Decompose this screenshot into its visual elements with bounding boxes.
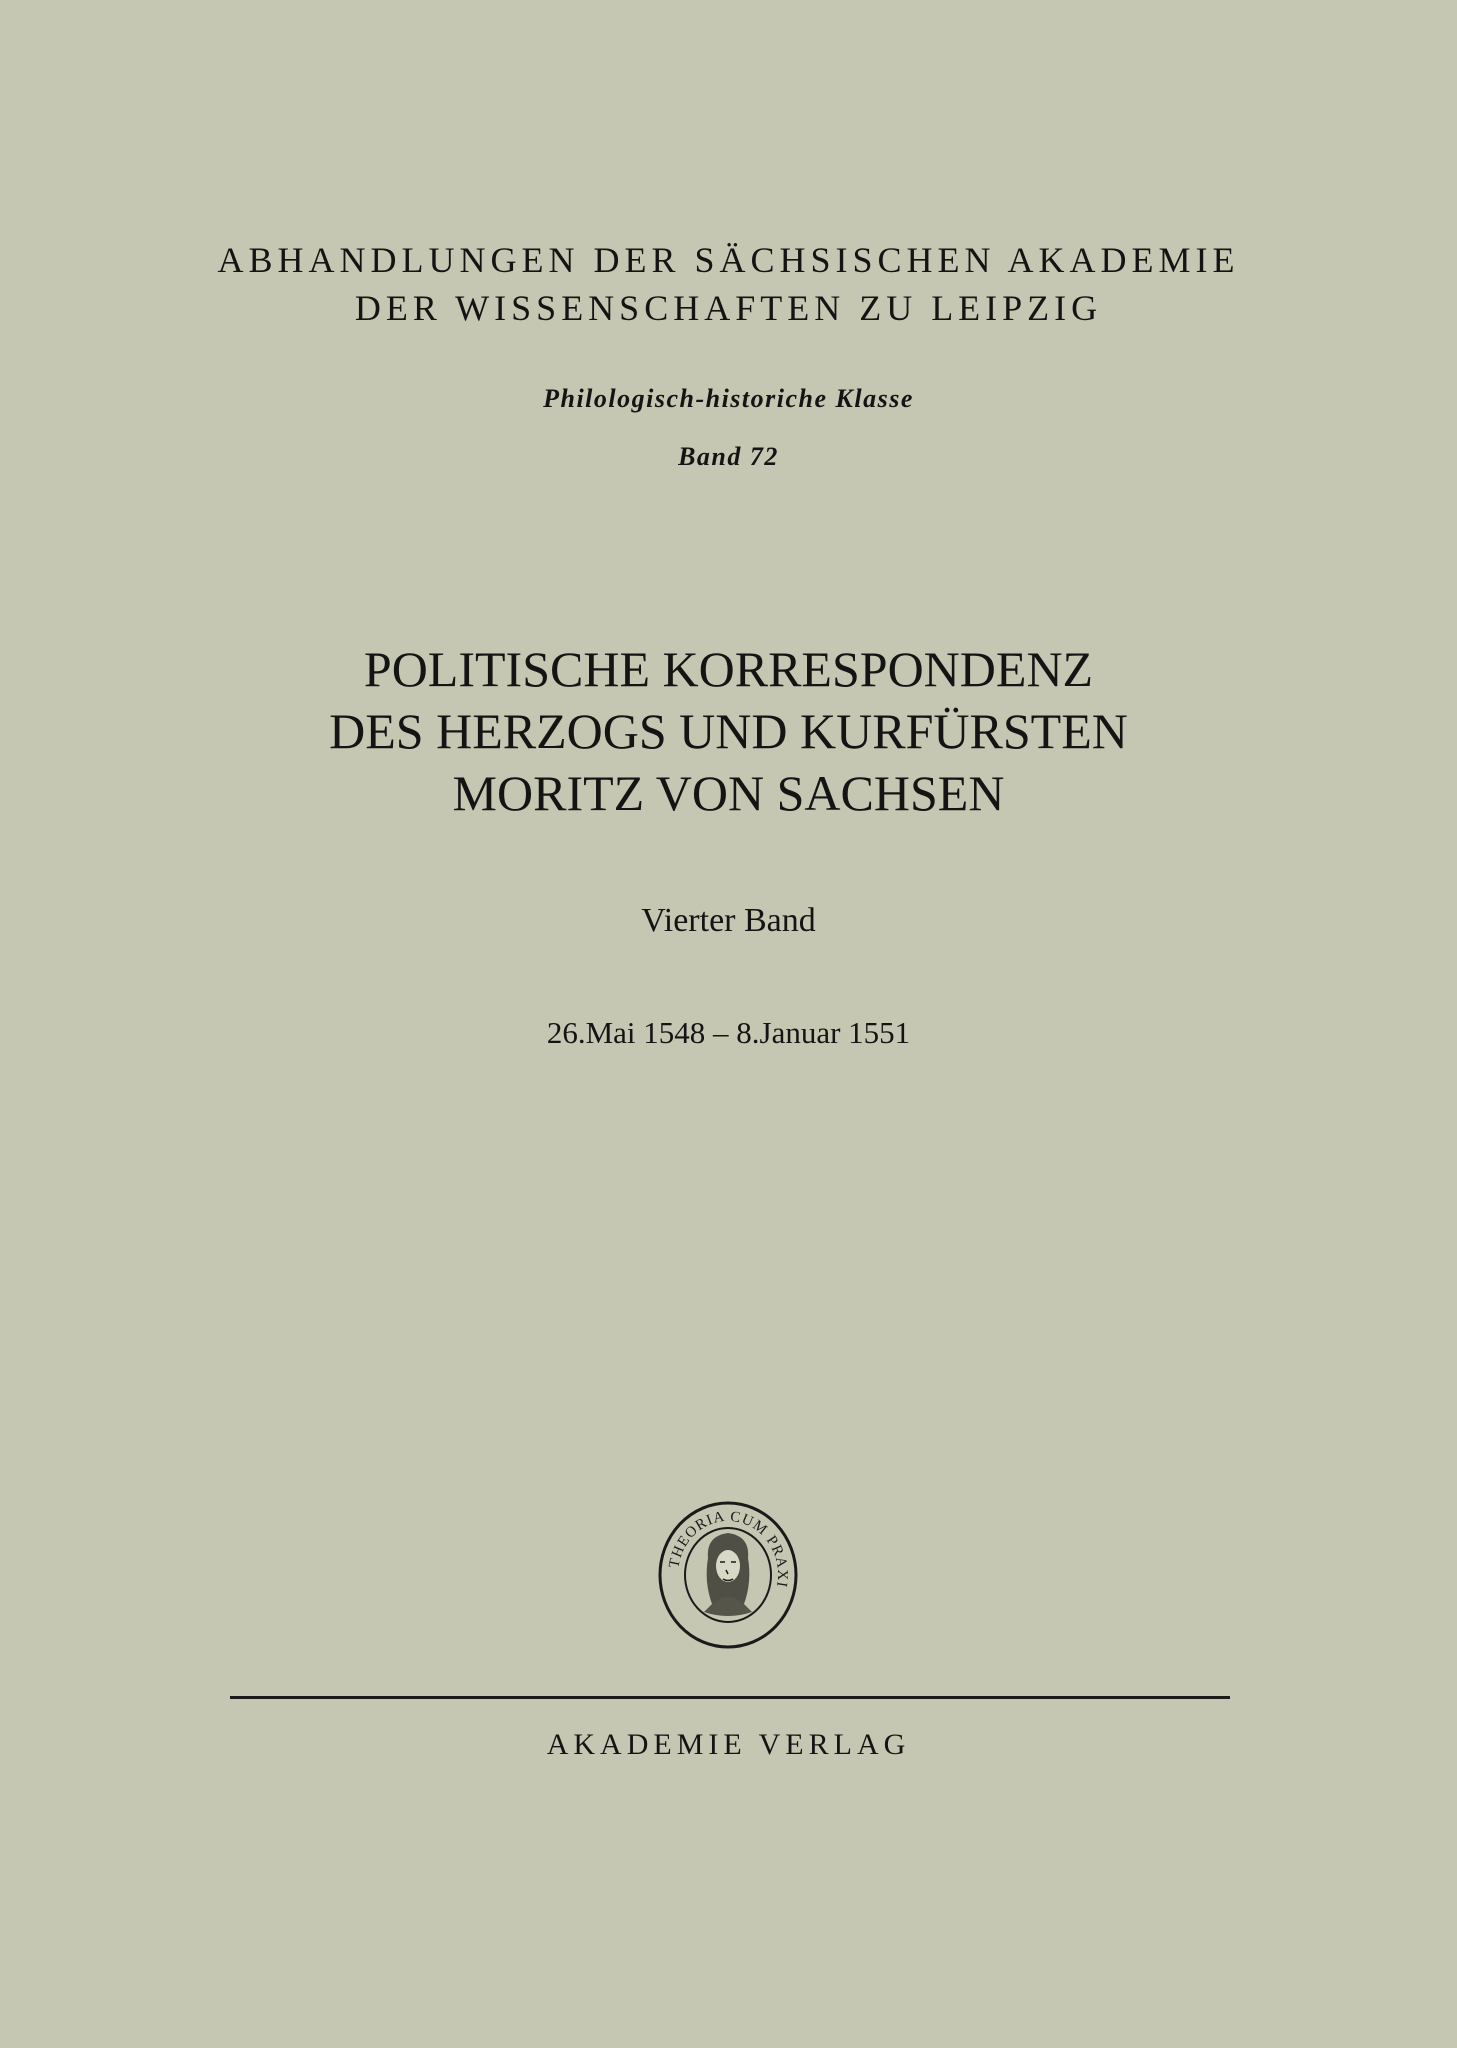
volume-label: Vierter Band	[641, 902, 816, 939]
book-title-line-1: POLITISCHE KORRESPONDENZ	[363, 641, 1094, 697]
date-range: 26.Mai 1548 – 8.Januar 1551	[546, 1015, 911, 1050]
band-number: Band 72	[678, 442, 779, 471]
publisher-name: AKADEMIE VERLAG	[546, 1728, 911, 1761]
book-title-line-2: DES HERZOGS UND KURFÜRSTEN	[329, 703, 1128, 759]
divider-rule	[230, 1696, 1230, 1699]
class-name: Philologisch-historiche Klasse	[543, 384, 914, 413]
book-title-line-3: MORITZ VON SACHSEN	[452, 765, 1005, 821]
publisher-seal-icon	[656, 1500, 800, 1650]
series-title-line-2: DER WISSENSCHAFTEN ZU LEIPZIG	[354, 288, 1103, 328]
series-title-line-1: ABHANDLUNGEN DER SÄCHSISCHEN AKADEMIE	[217, 240, 1240, 280]
seal-motto: THEORIA CUM PRAXI	[666, 1508, 791, 1589]
